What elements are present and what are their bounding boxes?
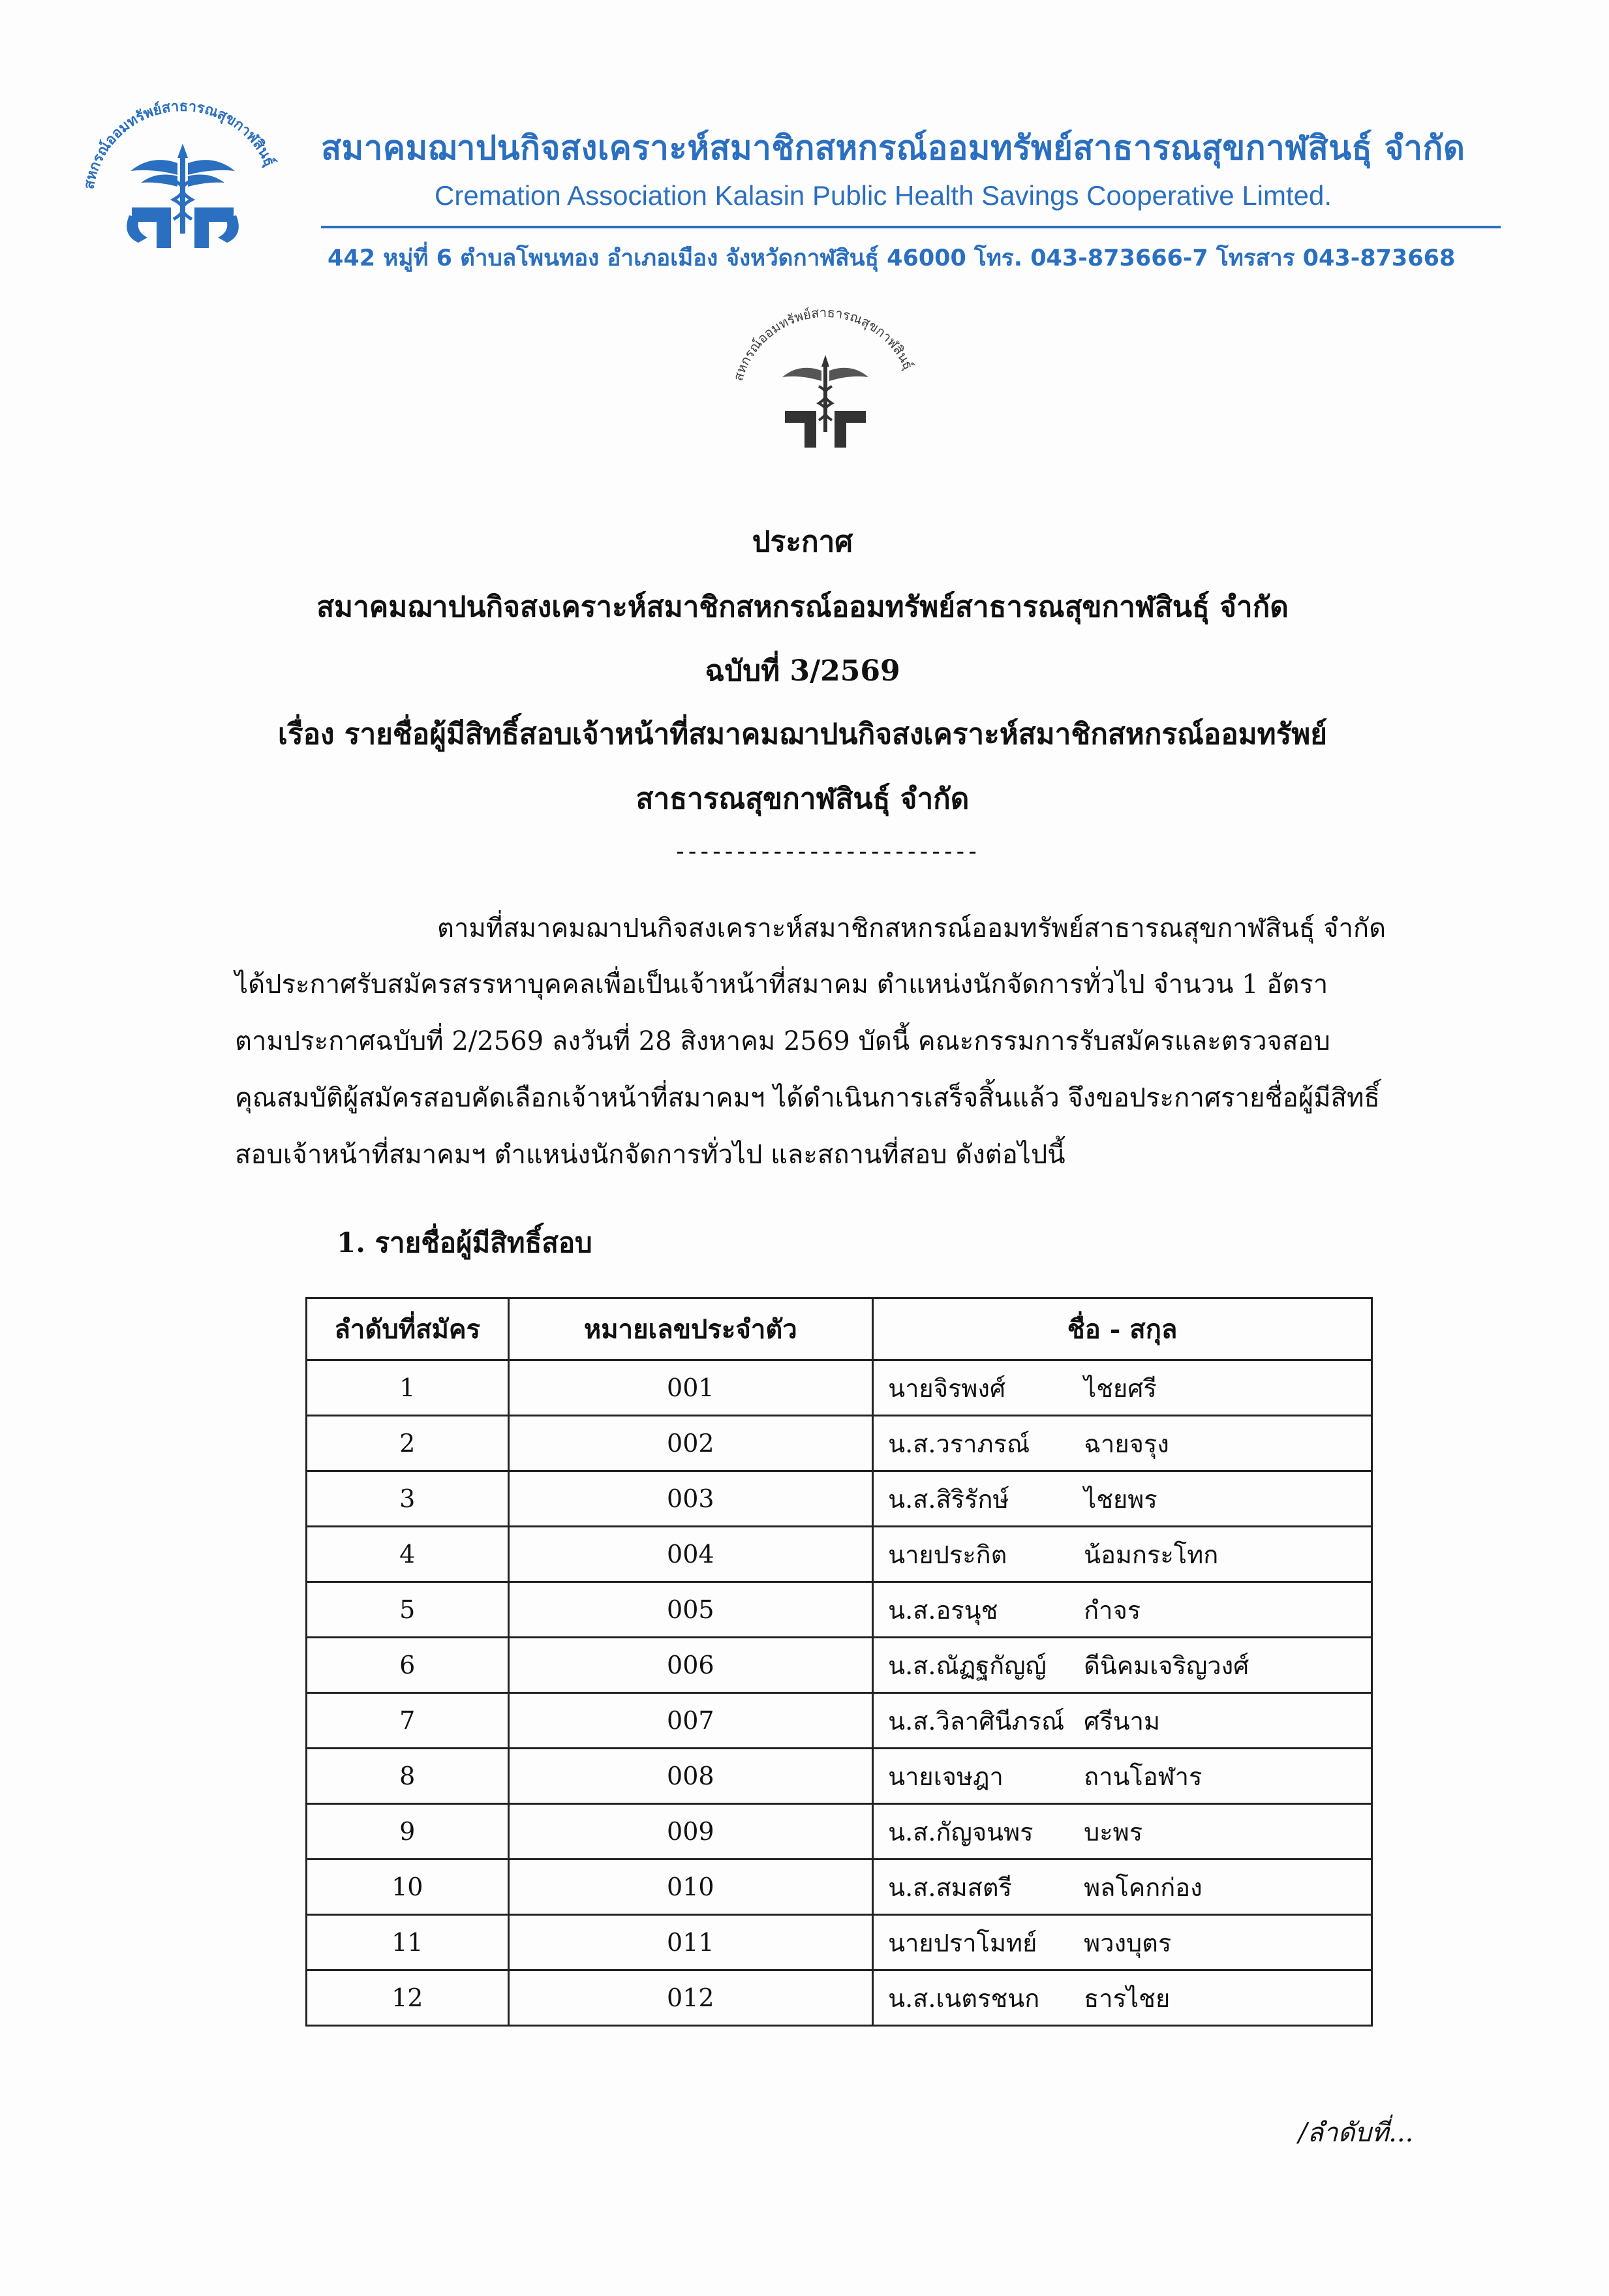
table-row bbox=[307, 1638, 1372, 1693]
last-name: น้อมกระโทก bbox=[1084, 1540, 1219, 1569]
cell-candidate-id: 010 bbox=[508, 1860, 873, 1915]
column-header-candidate-id: หมายเลขประจำตัว bbox=[508, 1298, 873, 1360]
first-name: น.ส.อรนุช bbox=[888, 1595, 998, 1625]
first-name: น.ส.สิริรักษ์ bbox=[888, 1484, 1009, 1514]
announcement-issuer: สมาคมฌาปนกิจสงเคราะห์สมาชิกสหกรณ์ออมทรัพย์สาธารณสุขกาฬสินธุ์ จำกัด bbox=[316, 590, 1289, 624]
cell-candidate-id: 008 bbox=[508, 1749, 873, 1804]
cell-full-name bbox=[873, 1638, 1372, 1693]
cell-application-order: 2 bbox=[307, 1416, 509, 1471]
first-name: นายจิรพงศ์ bbox=[888, 1373, 1006, 1403]
cell-full-name bbox=[873, 1416, 1372, 1471]
cell-candidate-id: 007 bbox=[508, 1693, 873, 1749]
organization-name-english: Cremation Association Kalasin Public Health Savings Cooperative Limted. bbox=[435, 180, 1332, 211]
column-header-application-order: ลำดับที่สมัคร bbox=[307, 1298, 509, 1360]
organization-address: 442 หมู่ที่ 6 ตำบลโพนทอง อำเภอเมือง จังหวัดกาฬสินธุ์ 46000 โทร. 043-873666-7 โทรสาร 043-873668 bbox=[328, 245, 1456, 271]
cell-candidate-id: 003 bbox=[508, 1471, 873, 1527]
cell-application-order: 3 bbox=[307, 1471, 509, 1527]
cell-candidate-id: 002 bbox=[508, 1416, 873, 1471]
first-name: นายเจษฎา bbox=[888, 1762, 1004, 1791]
first-name: น.ส.เนตรชนก bbox=[888, 1983, 1040, 2013]
last-name: ไชยศรี bbox=[1084, 1373, 1157, 1403]
announcement-subject: เรื่อง รายชื่อผู้มีสิทธิ์สอบเจ้าหน้าที่สมาคมฌาปนกิจสงเคราะห์สมาชิกสหกรณ์ออมทรัพย์ bbox=[277, 718, 1328, 751]
first-name: น.ส.กัญจนพร bbox=[888, 1817, 1034, 1846]
cell-full-name bbox=[873, 1970, 1372, 2026]
cell-candidate-id: 006 bbox=[508, 1638, 873, 1693]
logo-ring-text: สหกรณ์ออมทรัพย์สาธารณสุขกาฬสินธุ์ bbox=[81, 98, 278, 191]
cell-candidate-id: 001 bbox=[508, 1360, 873, 1416]
cell-application-order: 7 bbox=[307, 1693, 509, 1749]
announcement-label: ประกาศ bbox=[752, 525, 853, 559]
table-row bbox=[307, 1582, 1372, 1638]
table-row bbox=[307, 1915, 1372, 1970]
column-header-full-name: ชื่อ - สกุล bbox=[873, 1298, 1372, 1360]
cell-full-name bbox=[873, 1749, 1372, 1804]
first-name: นายประกิต bbox=[888, 1540, 1007, 1569]
table-row bbox=[307, 1804, 1372, 1860]
last-name: ถานโอฬาร bbox=[1084, 1762, 1203, 1791]
cell-full-name bbox=[873, 1527, 1372, 1582]
table-row bbox=[307, 1471, 1372, 1527]
body-paragraph-line: สอบเจ้าหน้าที่สมาคมฯ ตำแหน่งนักจัดการทั่วไป และสถานที่สอบ ดังต่อไปนี้ bbox=[235, 1140, 1065, 1170]
cell-application-order: 12 bbox=[307, 1970, 509, 2026]
eligible-candidates-table bbox=[305, 1297, 1373, 2027]
cell-candidate-id: 004 bbox=[508, 1527, 873, 1582]
cell-full-name bbox=[873, 1360, 1372, 1416]
table-row bbox=[307, 1749, 1372, 1804]
first-name: น.ส.ณัฏฐกัญญ์ bbox=[888, 1651, 1047, 1680]
cell-full-name bbox=[873, 1804, 1372, 1860]
last-name: กำจร bbox=[1084, 1595, 1141, 1625]
section-heading-eligible-list: 1. รายชื่อผู้มีสิทธิ์สอบ bbox=[337, 1227, 592, 1259]
cell-application-order: 9 bbox=[307, 1804, 509, 1860]
first-name: น.ส.วิลาศินีภรณ์ bbox=[888, 1706, 1065, 1736]
table-row bbox=[307, 1527, 1372, 1582]
table-row bbox=[307, 1860, 1372, 1915]
body-paragraph-line: คุณสมบัติผู้สมัครสอบคัดเลือกเจ้าหน้าที่สมาคมฯ ได้ดำเนินการเสร็จสิ้นแล้ว จึงขอประกาศรายชื่อผู้มีสิทธิ์ bbox=[235, 1083, 1380, 1113]
cell-application-order: 1 bbox=[307, 1360, 509, 1416]
cell-candidate-id: 009 bbox=[508, 1804, 873, 1860]
cell-application-order: 4 bbox=[307, 1527, 509, 1582]
table-row bbox=[307, 1693, 1372, 1749]
cell-full-name bbox=[873, 1471, 1372, 1527]
last-name: บะพร bbox=[1084, 1817, 1143, 1846]
continued-on-next-page-note: /ลำดับที่... bbox=[1298, 2118, 1414, 2148]
table-row bbox=[307, 1416, 1372, 1471]
last-name: ดีนิคมเจริญวงศ์ bbox=[1084, 1651, 1249, 1680]
first-name: น.ส.สมสตรี bbox=[888, 1873, 1012, 1902]
cell-application-order: 10 bbox=[307, 1860, 509, 1915]
first-name: น.ส.วราภรณ์ bbox=[888, 1429, 1030, 1458]
cell-application-order: 11 bbox=[307, 1915, 509, 1970]
header-divider bbox=[321, 226, 1501, 228]
table-row bbox=[307, 1360, 1372, 1416]
last-name: ฉายจรุง bbox=[1084, 1429, 1169, 1458]
cell-full-name bbox=[873, 1693, 1372, 1749]
announcement-number: ฉบับที่ 3/2569 bbox=[705, 654, 900, 688]
last-name: พวงบุตร bbox=[1084, 1928, 1172, 1957]
svg-text:สหกรณ์ออมทรัพย์สาธารณสุขกาฬสิน bbox=[81, 99, 278, 191]
cell-application-order: 6 bbox=[307, 1638, 509, 1693]
last-name: พลโคกก่อง bbox=[1084, 1873, 1203, 1902]
body-paragraph-line: ตามประกาศฉบับที่ 2/2569 ลงวันที่ 28 สิงหาคม 2569 บัดนี้ คณะกรรมการรับสมัครและตรวจสอบ bbox=[235, 1026, 1330, 1056]
title-divider: ------------------------- bbox=[673, 838, 978, 865]
table-header-row bbox=[307, 1298, 1372, 1360]
cell-full-name bbox=[873, 1860, 1372, 1915]
announcement-subject-continued: สาธารณสุขกาฬสินธุ์ จำกัด bbox=[636, 782, 970, 816]
first-name: นายปราโมทย์ bbox=[888, 1928, 1037, 1957]
table-row bbox=[307, 1970, 1372, 2026]
cell-application-order: 5 bbox=[307, 1582, 509, 1638]
cell-application-order: 8 bbox=[307, 1749, 509, 1804]
stamp-ring-text: สหกรณ์ออมทรัพย์สาธารณสุขกาฬสินธุ์ bbox=[729, 304, 917, 383]
body-paragraph-line: ได้ประกาศรับสมัครสรรหาบุคคลเพื่อเป็นเจ้าหน้าที่สมาคม ตำแหน่งนักจัดการทั่วไป จำนวน 1 อัตรา bbox=[235, 970, 1328, 1000]
last-name: ศรีนาม bbox=[1084, 1706, 1161, 1736]
cell-full-name bbox=[873, 1915, 1372, 1970]
association-emblem-icon bbox=[80, 98, 286, 304]
cell-full-name bbox=[873, 1582, 1372, 1638]
cell-candidate-id: 011 bbox=[508, 1915, 873, 1970]
organization-name-thai: สมาคมฌาปนกิจสงเคราะห์สมาชิกสหกรณ์ออมทรัพย์สาธารณสุขกาฬสินธุ์ จำกัด bbox=[321, 129, 1465, 168]
svg-text:สหกรณ์ออมทรัพย์สาธารณสุขกาฬสิน bbox=[730, 305, 917, 383]
last-name: ไชยพร bbox=[1084, 1484, 1157, 1514]
body-paragraph-line: ตามที่สมาคมฌาปนกิจสงเคราะห์สมาชิกสหกรณ์ออมทรัพย์สาธารณสุขกาฬสินธุ์ จำกัด bbox=[437, 913, 1387, 943]
association-seal-stamp-icon bbox=[722, 300, 928, 506]
last-name: ธารไชย bbox=[1084, 1983, 1171, 2013]
cell-candidate-id: 012 bbox=[508, 1970, 873, 2026]
cell-candidate-id: 005 bbox=[508, 1582, 873, 1638]
